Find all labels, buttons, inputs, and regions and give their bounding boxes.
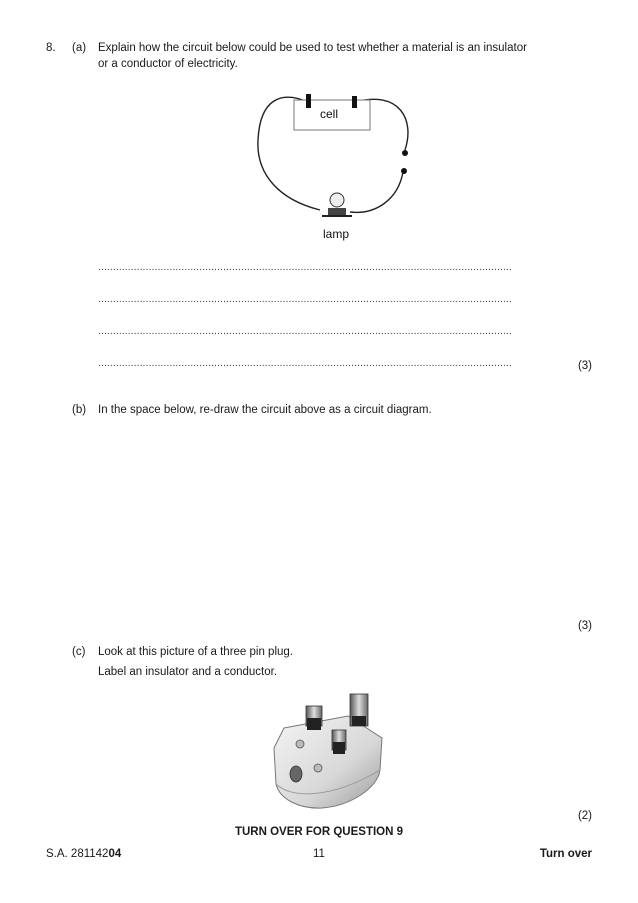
part-c-label: (c)	[72, 646, 86, 658]
cell-label: cell	[320, 107, 339, 121]
paper-reference-prefix: S.A. 281142	[46, 848, 109, 860]
part-a-marks: (3)	[577, 360, 592, 372]
test-point-top	[402, 150, 408, 156]
answer-line[interactable]: ...........................................................................................................................................	[98, 326, 512, 337]
plug-body	[274, 716, 382, 808]
plug-screw	[314, 764, 322, 772]
answer-line[interactable]: ...........................................................................................................................................	[98, 294, 512, 305]
part-a-text-line1: Explain how the circuit below could be used to test whether a material is an insulator	[98, 42, 527, 54]
circuit-picture	[250, 80, 420, 245]
turn-over-question: TURN OVER FOR QUESTION 9	[234, 826, 404, 838]
lamp-holder	[328, 208, 346, 216]
part-b-label: (b)	[72, 404, 87, 416]
part-b-text: In the space below, re-draw the circuit above as a circuit diagram.	[98, 404, 432, 416]
plug-screw	[296, 740, 304, 748]
question-number: 8.	[46, 42, 56, 54]
part-b-drawing-space[interactable]	[98, 424, 558, 614]
part-c-text-line1: Look at this picture of a three pin plug.	[98, 646, 293, 658]
three-pin-plug-picture	[270, 688, 388, 812]
lamp-label: lamp	[323, 227, 350, 241]
cell-terminal-right	[352, 96, 357, 108]
circuit-wire-bottom	[350, 172, 403, 212]
part-c-text-line2: Label an insulator and a conductor.	[98, 666, 278, 678]
test-point-bottom	[401, 168, 407, 174]
page-number: 11	[313, 848, 325, 860]
part-a-text-line2: or a conductor of electricity.	[98, 58, 238, 70]
turn-over: Turn over	[539, 848, 592, 860]
answer-line[interactable]: ...........................................................................................................................................	[98, 358, 512, 369]
part-b-marks: (3)	[577, 620, 592, 632]
paper-reference-suffix: 04	[108, 848, 122, 860]
cell-terminal-left	[306, 94, 311, 108]
part-a-label: (a)	[72, 42, 87, 54]
part-c-marks: (2)	[577, 810, 592, 822]
answer-line[interactable]: ...........................................................................................................................................	[98, 262, 512, 273]
lamp-bulb	[330, 193, 344, 207]
cable-hole	[290, 766, 302, 782]
